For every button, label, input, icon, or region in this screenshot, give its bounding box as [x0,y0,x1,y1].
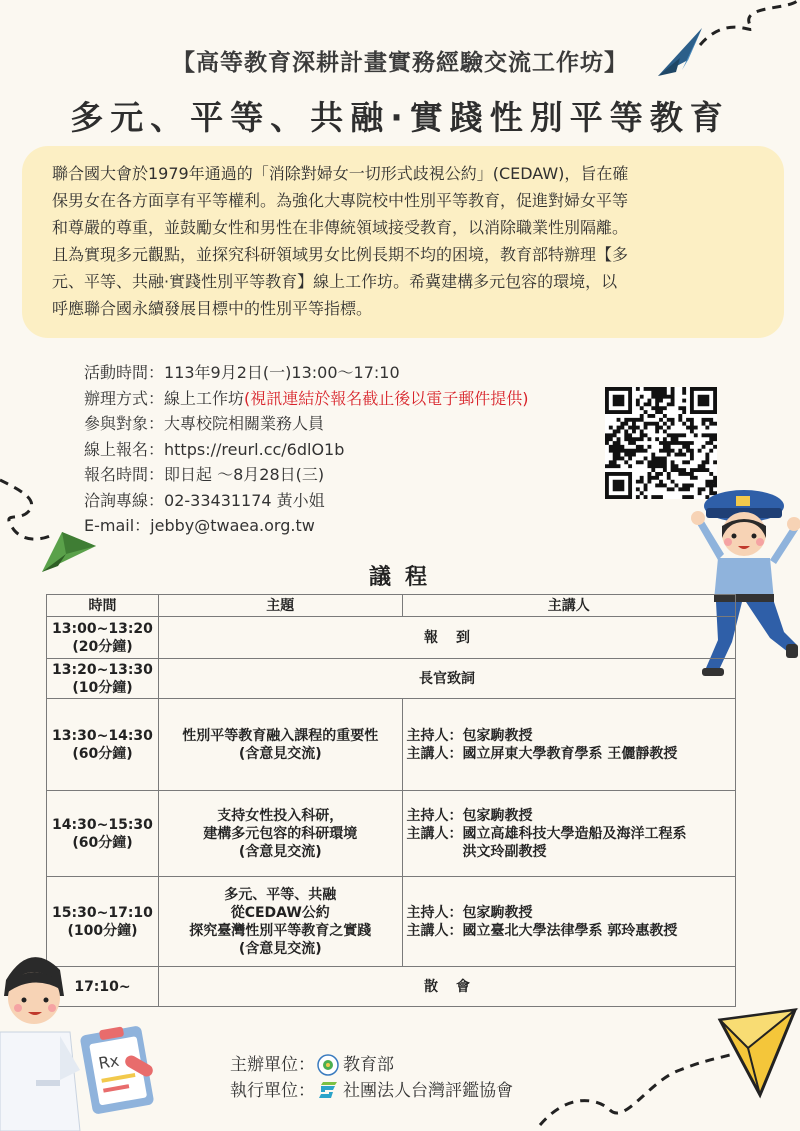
nurse-illustration-icon [0,940,160,1131]
ministry-of-education-logo-icon [317,1054,339,1076]
info-register-row [84,437,614,463]
header-topic: 主題 [158,595,402,617]
info-mode-row [84,386,614,412]
host-name: 教育部 [343,1055,394,1075]
merged-cell: 長官致詞 [158,659,735,699]
intro-line: 和尊嚴的尊重，並鼓勵女性和男性在非傳統領域接受教育，以消除職業性別隔離。 [52,218,629,237]
event-info [84,360,614,539]
info-label: 線上報名： [84,439,165,459]
info-contact-row [84,488,614,514]
twaea-logo-icon [317,1080,339,1102]
agenda-title: 議程 [368,565,441,590]
table-row [47,659,736,699]
info-value: 大專校院相關業務人員 [164,414,325,433]
info-value: 線上工作坊 [164,388,245,408]
topic-cell: 支持女性投入科研， 建構多元包容的科研環境 (含意見交流) [158,791,402,877]
intro-line: 元、平等、共融·實踐性別平等教育】線上工作坊。希冀建構多元包容的環境，以 [52,272,618,291]
info-label: 洽詢專線： [84,490,165,510]
table-row [47,617,736,659]
info-value: 即日起 ～8月28日(三) [164,465,325,484]
topic-cell: 性別平等教育融入課程的重要性 (含意見交流) [158,699,402,791]
email-link[interactable]: jebby@twaea.org.tw [150,516,315,535]
event-series-subtitle: 【高等教育深耕計畫實務經驗交流工作坊】 [172,50,628,76]
time-cell: 14:30~15:30 (60分鐘) [47,791,159,877]
svg-text:Rx: Rx [96,1050,121,1073]
info-period-row [84,462,614,488]
info-value: 02-33431174 黃小姐 [164,490,325,510]
topic-cell: 多元、平等、共融 從CEDAW公約 探究臺灣性別平等教育之實踐 (含意見交流) [158,877,402,967]
time-cell: 13:00~13:20 (20分鐘) [47,617,159,659]
page-title: 多元、平等、共融·實踐性別平等教育 [70,98,730,137]
info-time-row [84,360,614,386]
exec-name: 社團法人台灣評鑑協會 [343,1081,513,1101]
info-note: (視訊連結於報名截止後以電子郵件提供) [244,388,529,408]
register-link[interactable]: https://reurl.cc/6dlO1b [164,439,345,459]
speaker-cell: 主持人：包家駒教授 主講人：國立屏東大學教育學系 王儷靜教授 [402,699,735,791]
speaker-cell: 主持人：包家駒教授 主講人：國立高雄科技大學造船及海洋工程系 洪文玲副教授 [402,791,735,877]
exec-row [230,1078,513,1104]
header-speaker: 主講人 [402,595,735,617]
header-time: 時間 [47,595,159,617]
info-value: 113年9月2日(一)13:00～17:10 [164,363,400,382]
exec-label: 執行單位： [230,1081,315,1101]
merged-cell: 散會 [158,967,735,1007]
organizer-footer [230,1052,513,1104]
intro-line: 且為實現多元觀點，並探究科研領域男女比例長期不均的困境，教育部特辦理【多 [52,245,629,264]
intro-line: 呼應聯合國永續發展目標中的性別平等指標。 [52,299,373,318]
merged-cell: 報到 [158,617,735,659]
time-cell: 13:20~13:30 (10分鐘) [47,659,159,699]
info-label: 活動時間： [84,363,165,382]
intro-panel [22,146,784,338]
table-row [47,699,736,791]
paper-plane-yellow-icon [530,1000,800,1131]
time-cell: 13:30~14:30 (60分鐘) [47,699,159,791]
info-label: 報名時間： [84,465,165,484]
speaker-cell: 主持人：包家駒教授 主講人：國立臺北大學法律學系 郭玲惠教授 [402,877,735,967]
table-row [47,791,736,877]
time-cell: 17:10~ [47,967,159,1007]
info-label: 辦理方式： [84,388,165,408]
info-email-row [84,513,614,539]
intro-line: 保男女在各方面享有平等權利。為強化大專院校中性別平等教育，促進對婦女平等 [52,191,629,210]
info-label: E-mail： [84,516,151,535]
host-row [230,1052,513,1078]
info-label: 參與對象： [84,414,165,433]
table-header-row [47,595,736,617]
time-cell: 15:30~17:10 (100分鐘) [47,877,159,967]
info-audience-row [84,411,614,437]
intro-line: 聯合國大會於1979年通過的「消除對婦女一切形式歧視公約」(CEDAW)，旨在確 [52,164,629,183]
host-label: 主辦單位： [230,1055,315,1075]
